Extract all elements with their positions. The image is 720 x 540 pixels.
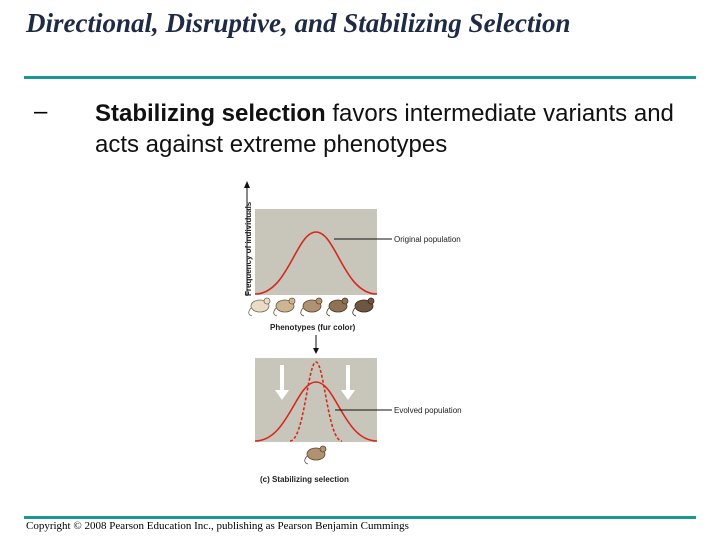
bullet-rest: favors intermediate variants and acts against extreme phenotypes	[95, 100, 674, 158]
mouse-icon	[305, 446, 326, 464]
y-axis-label: Frequency of individuals	[244, 201, 253, 296]
figure-caption: (c) Stabilizing selection	[260, 475, 349, 484]
mouse-row	[249, 298, 374, 316]
title-divider	[24, 76, 696, 79]
stabilizing-selection-figure	[230, 178, 490, 493]
mouse-icon	[353, 298, 374, 316]
arrow-down-icon	[313, 348, 319, 354]
x-axis-label: Phenotypes (fur color)	[270, 323, 356, 332]
evolved-population-label: Evolved population	[394, 406, 462, 415]
mouse-icon	[249, 298, 270, 316]
mouse-icon	[301, 298, 322, 316]
bullet-bold-term: Stabilizing selection	[95, 100, 326, 127]
copyright-footer: Copyright © 2008 Pearson Education Inc., publishing as Pearson Benjamin Cummings	[26, 520, 409, 532]
evolved-panel	[255, 358, 377, 442]
y-axis-arrow-icon	[244, 181, 250, 188]
mouse-icon	[327, 298, 348, 316]
slide-title: Directional, Disruptive, and Stabilizing Selection	[26, 8, 571, 38]
bullet-text	[95, 98, 715, 160]
footer-divider	[24, 516, 696, 519]
original-population-label: Original population	[394, 235, 461, 244]
bullet-marker: –	[34, 98, 48, 125]
mouse-icon	[274, 298, 295, 316]
original-panel	[255, 209, 377, 295]
